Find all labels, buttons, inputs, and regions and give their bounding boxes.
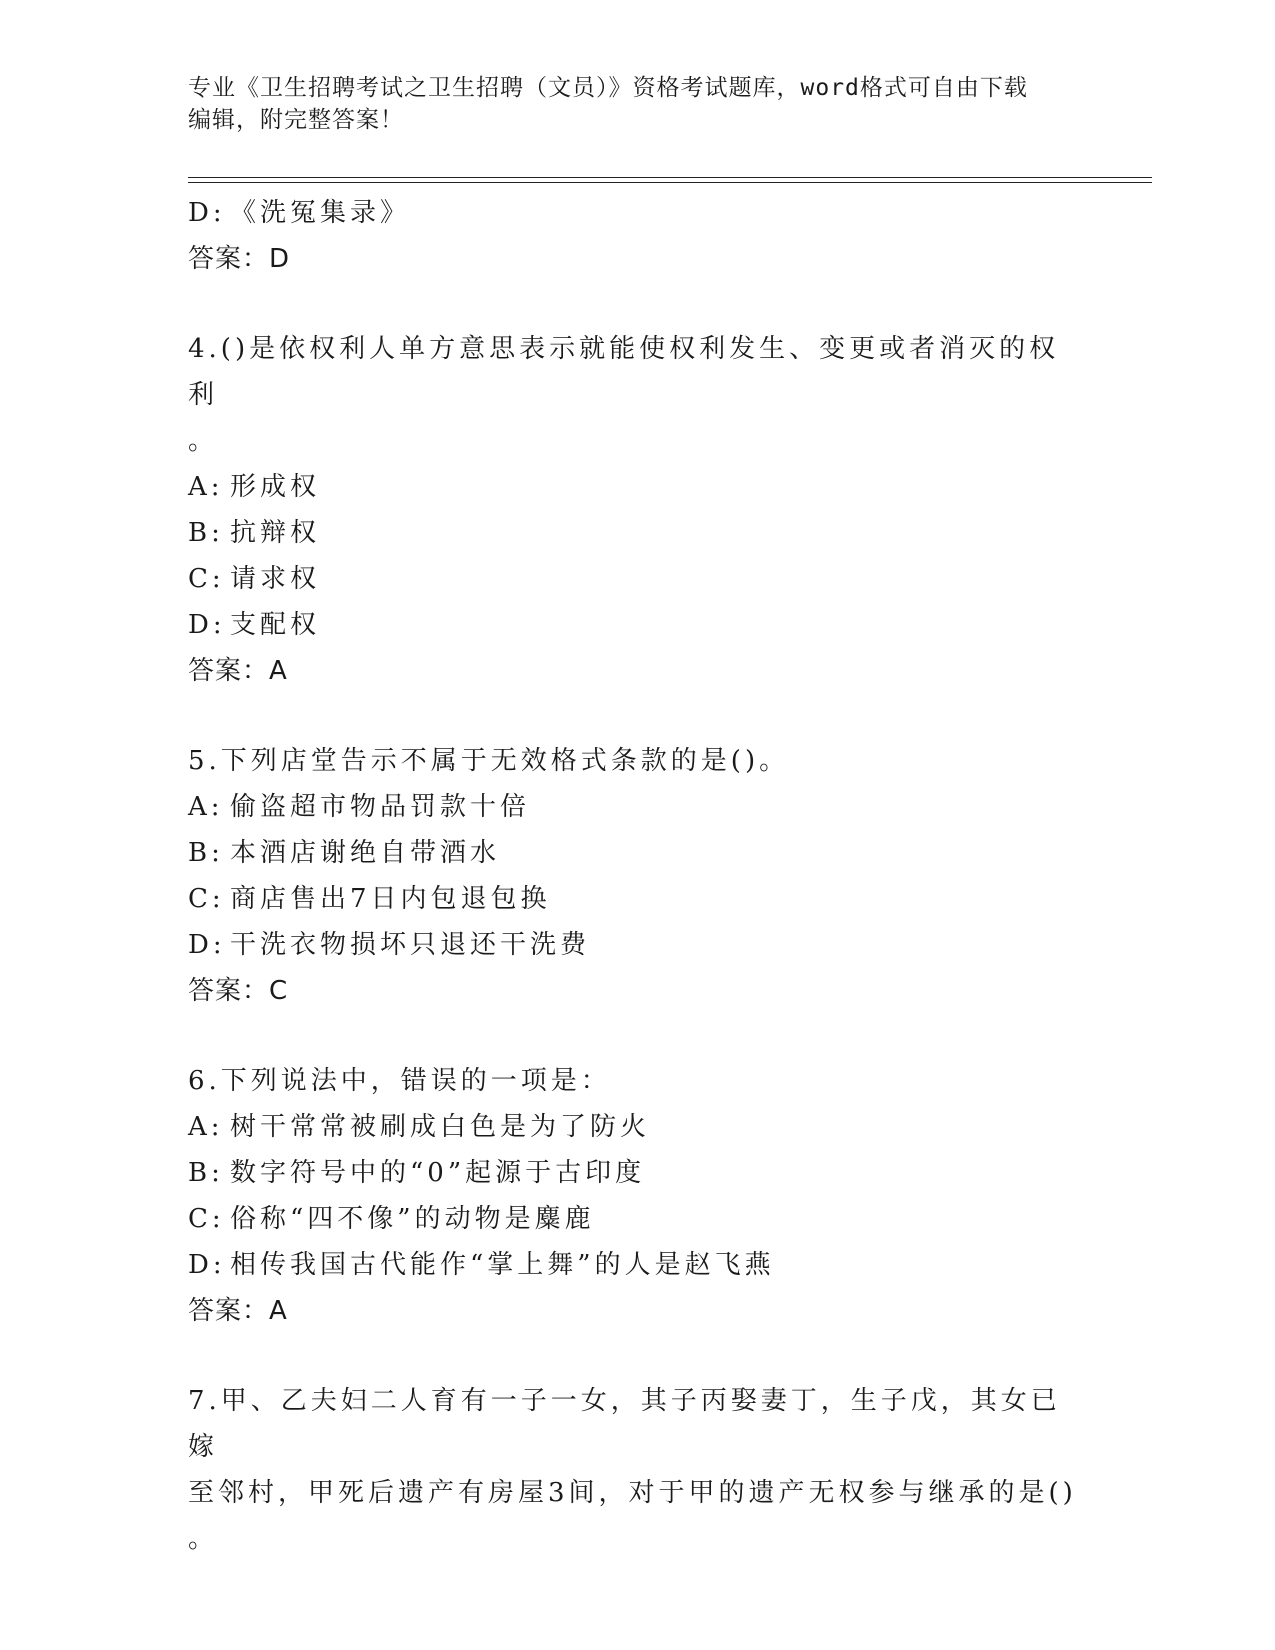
option-text: 请求权 — [230, 564, 321, 594]
question-stem: 7.甲、乙夫妇二人育有一子一女，其子丙娶妻丁，生子戊，其女已嫁 — [188, 1386, 1061, 1462]
option-key: A: — [188, 472, 224, 502]
option-text: 本酒店谢绝自带酒水 — [230, 838, 501, 868]
header-rule-bottom — [188, 182, 1152, 183]
option-text: 偷盗超市物品罚款十倍 — [230, 792, 531, 822]
option-text: 支配权 — [230, 610, 321, 640]
answer-line: 答案：A — [188, 656, 288, 686]
question-stem-cont: 。 — [188, 1524, 219, 1554]
option-text: 《洗冤集录》 — [230, 198, 411, 228]
option-a — [188, 464, 1088, 510]
option-text: 相传我国古代能作“掌上舞”的人是赵飞燕 — [230, 1250, 775, 1280]
header-line-2: 编辑，附完整答案！ — [188, 107, 404, 133]
answer-line: 答案：C — [188, 976, 289, 1006]
question-5 — [188, 738, 1088, 1014]
option-text: 形成权 — [230, 472, 321, 502]
option-c — [188, 1196, 1088, 1242]
question-stem-cont: 至邻村，甲死后遗产有房屋3间，对于甲的遗产无权参与继承的是() — [188, 1478, 1077, 1508]
option-text: 俗称“四不像”的动物是麋鹿 — [230, 1204, 595, 1234]
option-key: A: — [188, 792, 224, 822]
option-text: 树干常常被刷成白色是为了防火 — [230, 1112, 651, 1142]
option-d — [188, 922, 1088, 968]
question-4 — [188, 326, 1088, 694]
previous-question-tail — [188, 190, 1088, 282]
question-stem-cont: 。 — [188, 426, 219, 456]
option-text: 商店售出7日内包退包换 — [230, 884, 551, 914]
option-key: C: — [188, 564, 225, 594]
question-stem: 5.下列店堂告示不属于无效格式条款的是()。 — [188, 746, 790, 776]
header-line-1: 专业《卫生招聘考试之卫生招聘（文员）》资格考试题库，word格式可自由下载 — [188, 75, 1028, 101]
option-key: D: — [188, 1250, 226, 1280]
option-text: 干洗衣物损坏只退还干洗费 — [230, 930, 591, 960]
option-key: D: — [188, 198, 226, 228]
option-text: 抗辩权 — [230, 518, 321, 548]
option-text: 数字符号中的“0”起源于古印度 — [230, 1158, 646, 1188]
page-header — [188, 72, 1078, 136]
option-b — [188, 1150, 1088, 1196]
header-rule-top — [188, 177, 1152, 178]
option-key: B: — [188, 1158, 224, 1188]
question-7 — [188, 1378, 1088, 1562]
question-stem: 6.下列说法中，错误的一项是： — [188, 1066, 611, 1096]
option-key: D: — [188, 610, 226, 640]
option-a — [188, 784, 1088, 830]
question-6 — [188, 1058, 1088, 1334]
option-key: B: — [188, 838, 224, 868]
question-list — [188, 190, 1088, 1562]
question-stem: 4.()是依权利人单方意思表示就能使权利发生、变更或者消灭的权利 — [188, 334, 1060, 410]
option-b — [188, 510, 1088, 556]
answer-line: 答案：D — [188, 244, 291, 274]
option-d — [188, 190, 1088, 236]
option-b — [188, 830, 1088, 876]
option-a — [188, 1104, 1088, 1150]
option-key: C: — [188, 1204, 225, 1234]
option-key: C: — [188, 884, 225, 914]
option-key: A: — [188, 1112, 224, 1142]
option-c — [188, 556, 1088, 602]
option-d — [188, 1242, 1088, 1288]
option-key: D: — [188, 930, 226, 960]
option-c — [188, 876, 1088, 922]
option-d — [188, 602, 1088, 648]
answer-line: 答案：A — [188, 1296, 288, 1326]
option-key: B: — [188, 518, 224, 548]
